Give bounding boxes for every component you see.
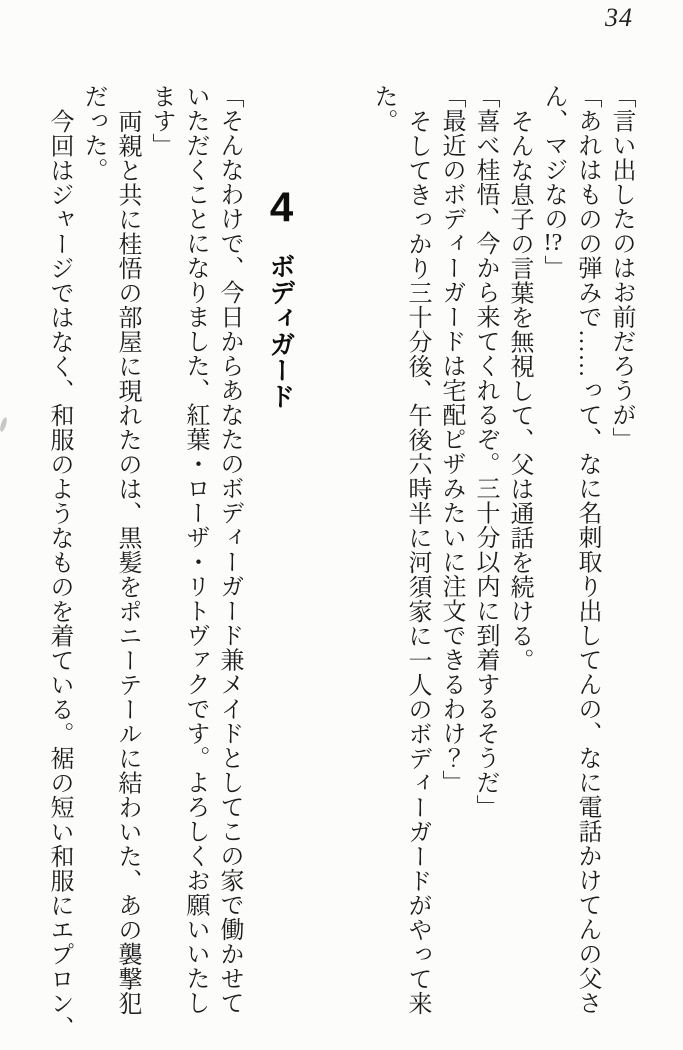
chapter-number: 4 — [269, 186, 294, 228]
text-line: 両親と共に桂悟の部屋に現れたのは、黒髪をポニーテールに結わいた、あの襲撃犯 — [114, 109, 140, 1016]
text-line: ます」 — [148, 84, 174, 158]
text-line: 「言い出したのはお前だろうが」 — [608, 84, 634, 452]
text-line: 今回はジャージではなく、和服のようなものを着ている。裾の短い和服にエプロン、 — [46, 109, 72, 1040]
text-line: 「そんなわけで、今日からあなたのボディーガード兼メイドとしてこの家で働かせて — [216, 84, 242, 1015]
body-text — [42, 84, 638, 1046]
text-line: 「あれはものの弾みで……って、なに名刺取り出してんの、なに電話かけてんの父さ — [574, 84, 600, 1015]
text-line — [536, 84, 570, 1046]
scan-artifact — [0, 417, 8, 433]
page-number: 34 — [605, 3, 633, 32]
text-line: だった。 — [80, 84, 106, 182]
tate-chu-yoko-exclamation: !? — [543, 231, 563, 255]
chapter-title: ボディガード — [266, 253, 296, 410]
text-segment: ん、マジなの — [540, 84, 566, 231]
text-segment: 」 — [540, 255, 566, 280]
text-line: 「最近のボディーガードは宅配ピザみたいに注文できるわけ？」 — [438, 84, 464, 795]
text-line: 「喜べ桂悟、今から来てくれるぞ。三十分以内に到着するそうだ」 — [472, 84, 498, 819]
text-line: そんな息子の言葉を無視して、父は通話を続ける。 — [506, 109, 532, 673]
text-line: いただくことになりました、紅葉・ローザ・リトヴァクです。よろしくお願いいたし — [182, 84, 208, 1015]
text-line: そしてきっかり三十分後、午後六時半に河須家に一人のボディーガードがやって来 — [404, 109, 430, 1016]
chapter-heading — [258, 84, 304, 1046]
text-line: た。 — [370, 84, 396, 133]
